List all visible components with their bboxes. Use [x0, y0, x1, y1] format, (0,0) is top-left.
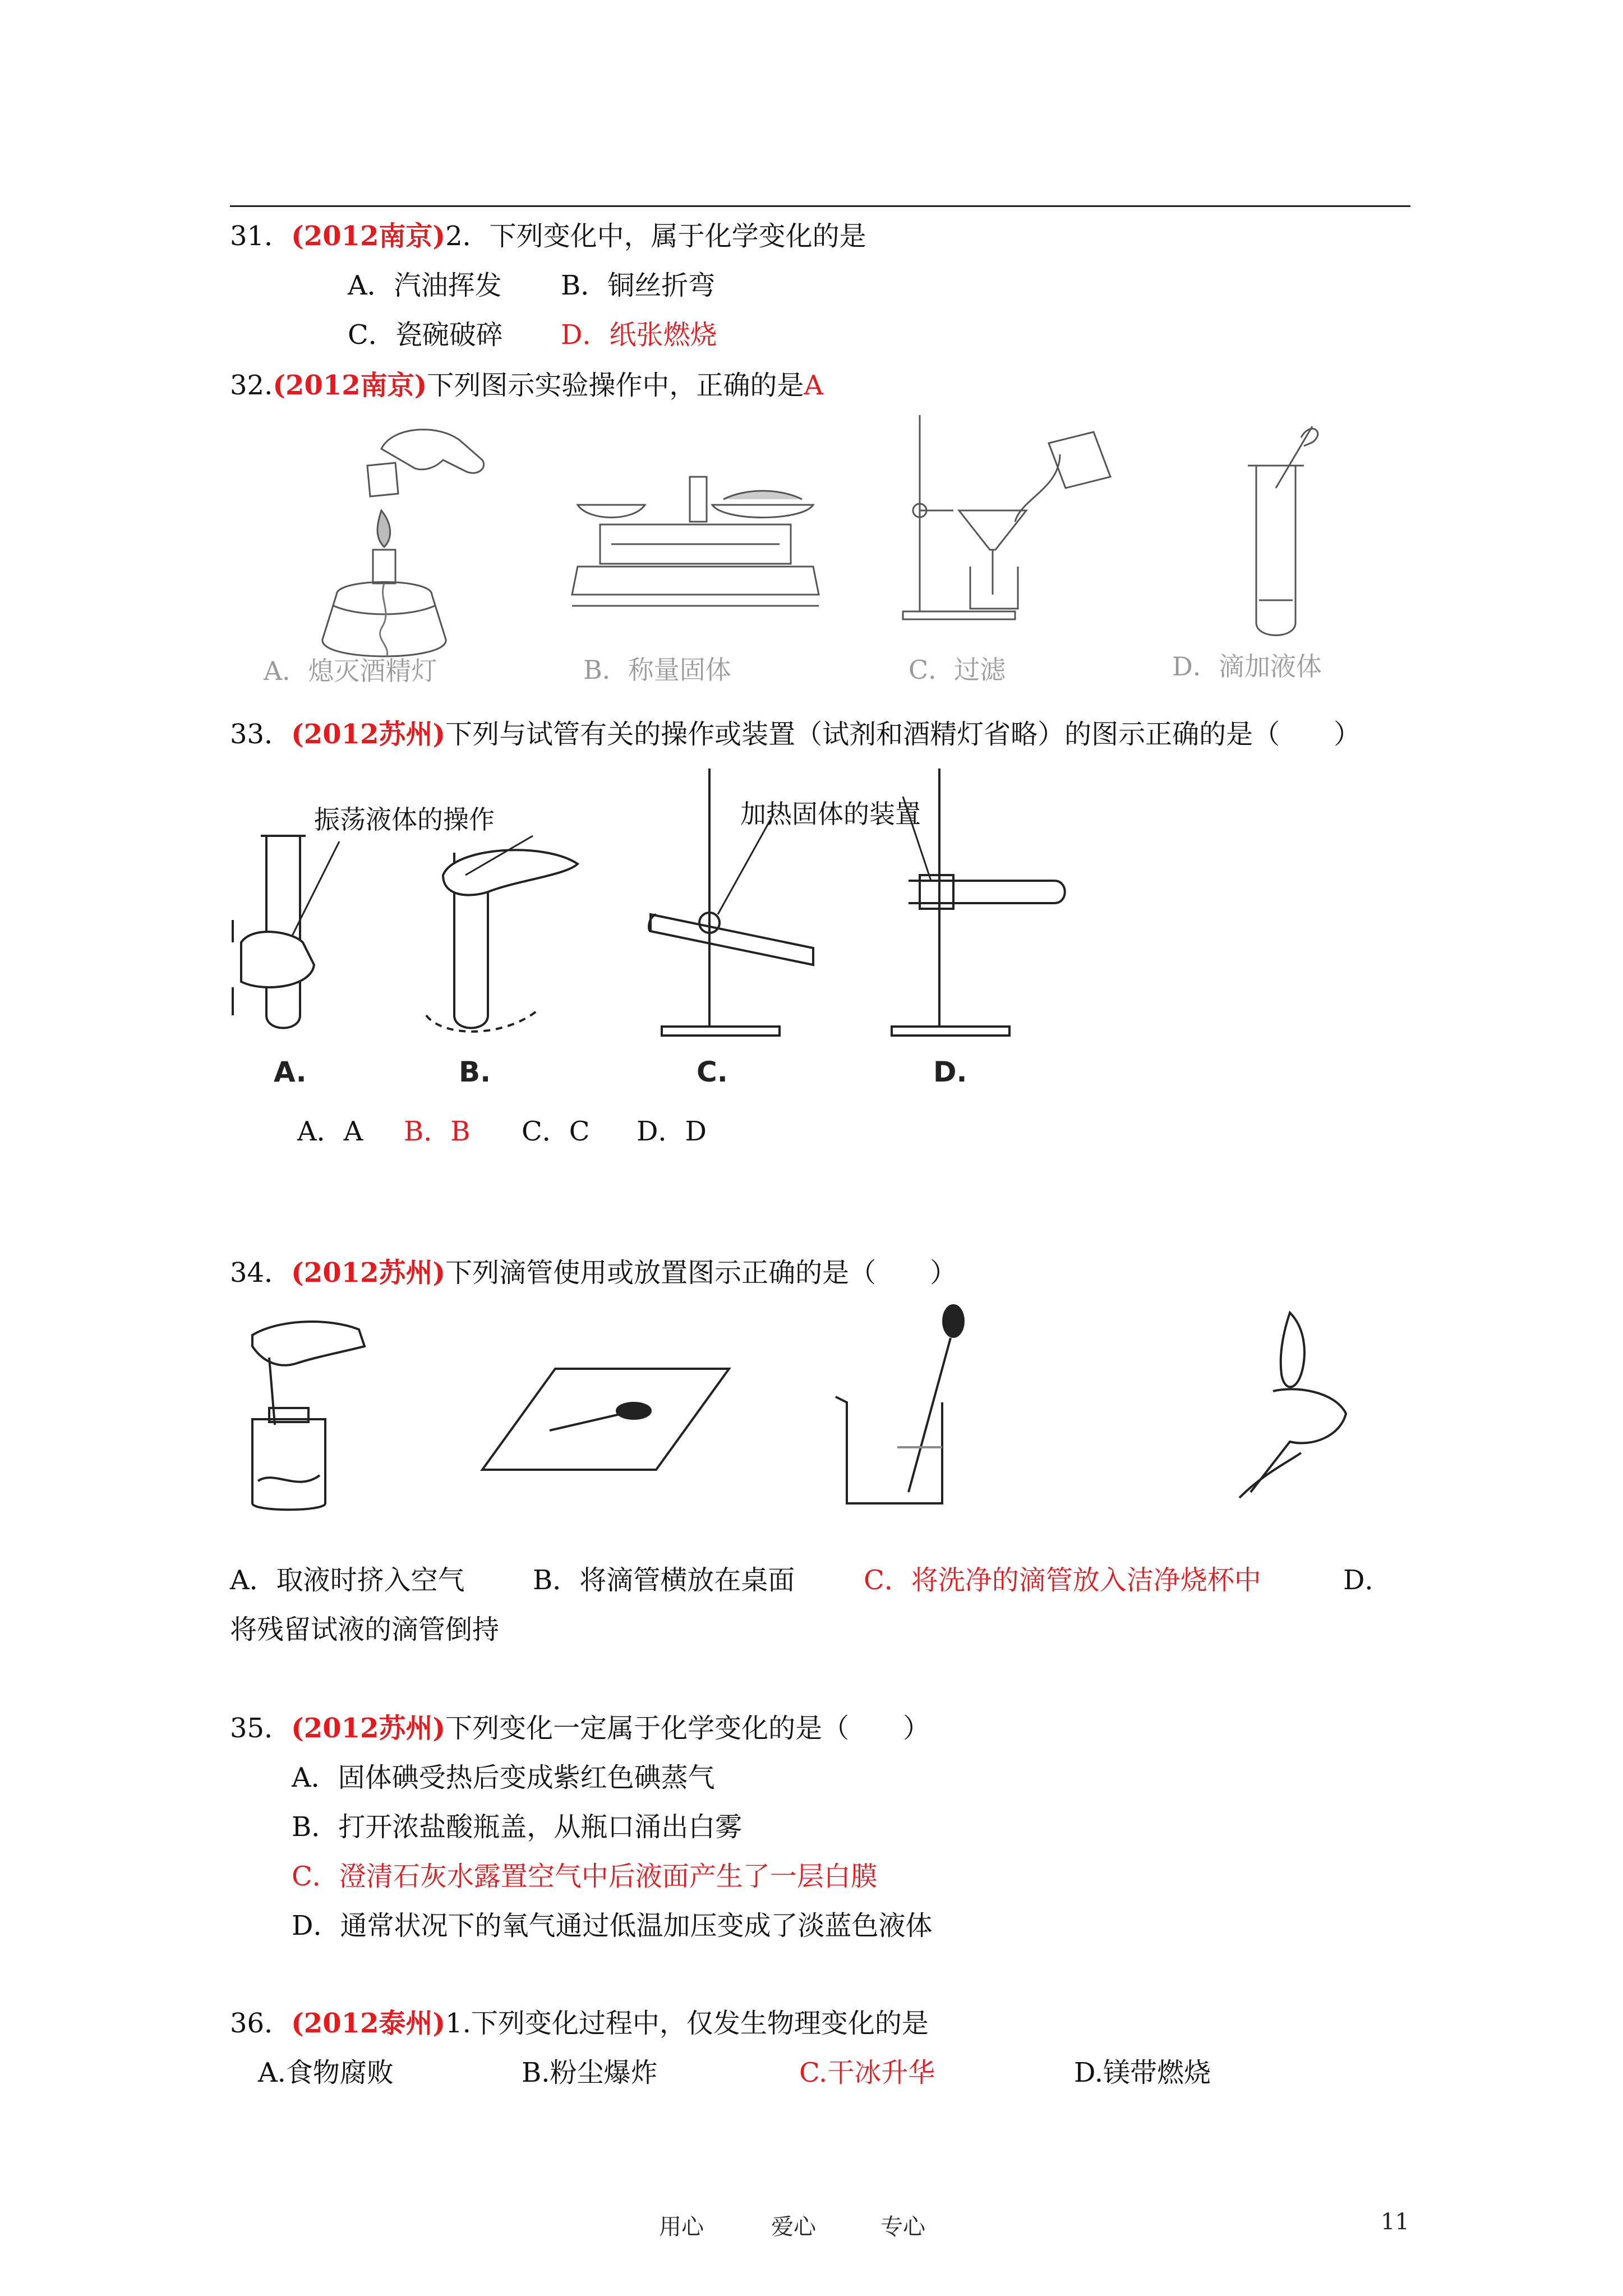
dropper-bottle-figure — [230, 1313, 376, 1515]
dropper-inverted-figure — [1228, 1307, 1374, 1515]
option-b: B．铜丝折弯 — [561, 270, 716, 301]
option-a: A．A — [297, 1116, 363, 1147]
option-c-answer: C．澄清石灰水露置空气中后液面产生了一层白膜 — [292, 1861, 878, 1892]
figure-caption-d: D．滴加液体 — [1172, 651, 1322, 682]
dropper-on-table-figure — [482, 1363, 729, 1475]
footer-motto-2: 爱心 — [771, 2214, 816, 2240]
question-text: 2．下列变化中，属于化学变化的是 — [445, 220, 866, 252]
source-tag: (2012南京) — [291, 220, 446, 252]
callout-heat: 加热固体的装置 — [740, 799, 921, 829]
heat-solid-figure-d — [886, 763, 1071, 1043]
figure-label-a: A. — [274, 1056, 307, 1088]
figure-label-c: C. — [697, 1056, 728, 1088]
question-32-stem — [230, 369, 823, 402]
shake-tube-figure-a — [230, 830, 359, 1043]
option-a: A．汽油挥发 — [348, 270, 502, 301]
option-b: B．打开浓盐酸瓶盖，从瓶口涌出白雾 — [292, 1811, 743, 1843]
shake-tube-figure-b — [432, 830, 594, 1043]
option-c: C．C — [522, 1116, 590, 1147]
source-tag: (2012苏州) — [291, 719, 446, 750]
question-number: 31． — [230, 220, 292, 252]
source-tag: (2012苏州) — [291, 1713, 446, 1744]
question-36-stem — [230, 2007, 929, 2040]
question-text: 下列变化一定属于化学变化的是（ ） — [445, 1713, 930, 1744]
option-d: D．通常状况下的氧气通过低温加压变成了淡蓝色液体 — [292, 1910, 933, 1941]
page-number: 11 — [1381, 2209, 1409, 2235]
figure-label-d: D. — [933, 1056, 967, 1088]
callout-shake: 振荡液体的操作 — [314, 804, 495, 835]
alcohol-lamp-figure — [314, 415, 494, 679]
question-number: 34． — [230, 1257, 292, 1289]
option-a: A．取液时挤入空气 — [230, 1565, 465, 1596]
question-number: 36． — [230, 2008, 292, 2039]
question-text: 1.下列变化过程中，仅发生物理变化的是 — [445, 2008, 929, 2039]
option-d: D．D — [637, 1116, 707, 1147]
figure-caption-a: A．熄灭酒精灯 — [264, 656, 437, 686]
question-33-stem — [230, 718, 1361, 751]
option-b: B.粉尘爆炸 — [522, 2057, 658, 2088]
option-b: B．将滴管横放在桌面 — [533, 1565, 795, 1596]
option-d-rest: 将残留试液的滴管倒持 — [230, 1614, 500, 1645]
question-31-stem — [230, 220, 866, 252]
option-c-answer: C．将洗净的滴管放入洁净烧杯中 — [864, 1565, 1261, 1596]
source-tag: (2012南京) — [273, 370, 427, 401]
question-number: 32. — [230, 370, 273, 401]
answer-mark: A — [804, 370, 824, 401]
source-tag: (2012苏州) — [291, 1257, 446, 1289]
filtration-figure — [897, 409, 1116, 623]
footer-motto-3: 专心 — [880, 2214, 925, 2240]
option-c-answer: C.干冰升华 — [799, 2057, 935, 2088]
dropper-in-beaker-figure — [830, 1307, 981, 1515]
question-34-stem — [230, 1257, 957, 1289]
option-d: D.镁带燃烧 — [1074, 2057, 1211, 2088]
question-35-stem — [230, 1712, 930, 1745]
dropper-tube-figure — [1234, 421, 1324, 645]
option-b-answer: B．B — [404, 1116, 471, 1147]
balance-figure — [566, 471, 819, 623]
option-c: C．瓷碗破碎 — [348, 319, 503, 351]
option-d-start: D． — [1343, 1565, 1392, 1596]
question-text: 下列与试管有关的操作或装置（试剂和酒精灯省略）的图示正确的是（ ） — [445, 719, 1361, 750]
option-a: A.食物腐败 — [258, 2057, 394, 2088]
option-a: A．固体碘受热后变成紫红色碘蒸气 — [292, 1762, 715, 1793]
question-number: 33． — [230, 719, 292, 750]
question-number: 35． — [230, 1713, 292, 1744]
figure-caption-b: B．称量固体 — [583, 655, 731, 685]
figure-label-b: B. — [459, 1056, 491, 1088]
source-tag: (2012泰州) — [291, 2008, 446, 2039]
figure-caption-c: C．过滤 — [909, 655, 1006, 685]
heat-solid-figure-c — [645, 763, 836, 1043]
question-text: 下列图示实验操作中，正确的是 — [427, 370, 804, 401]
option-d-answer: D．纸张燃烧 — [561, 319, 717, 351]
question-text: 下列滴管使用或放置图示正确的是（ ） — [445, 1257, 957, 1289]
header-rule — [230, 205, 1410, 207]
footer-motto-1: 用心 — [659, 2214, 704, 2240]
